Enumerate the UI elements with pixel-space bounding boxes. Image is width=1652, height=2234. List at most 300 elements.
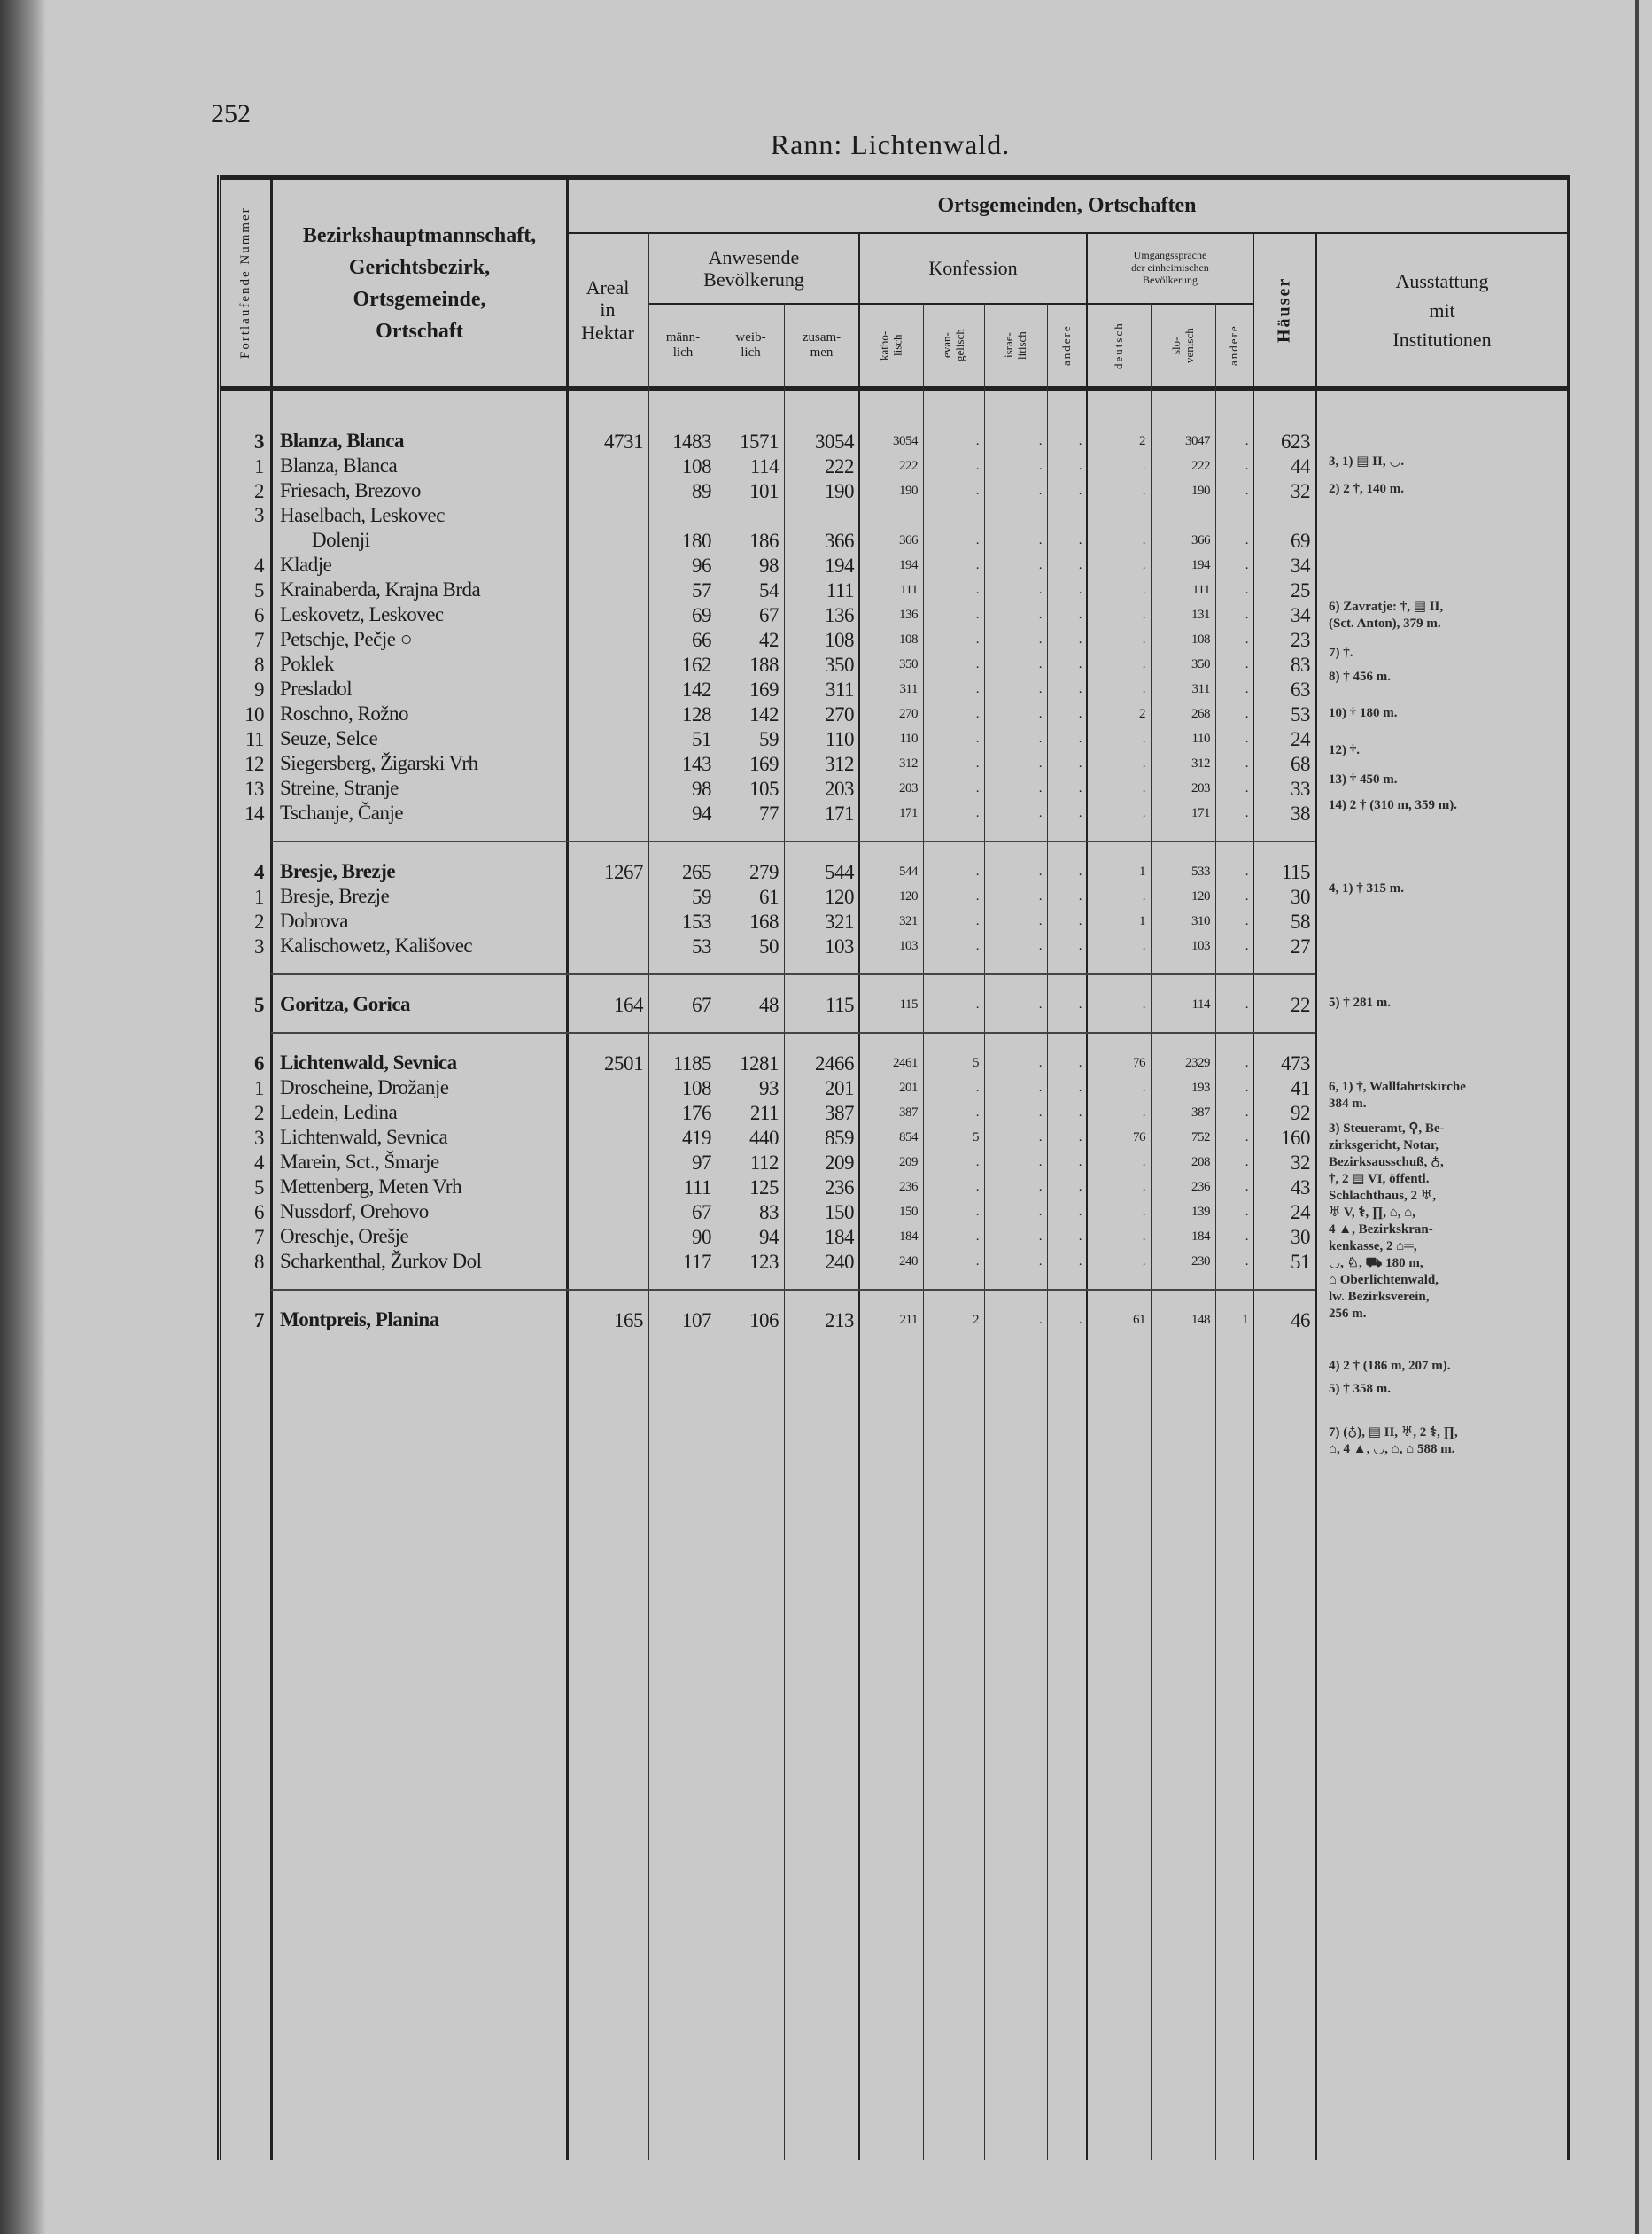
cell-evangelisch: .: [975, 459, 979, 473]
cell-nr: 13: [244, 778, 264, 800]
cell-deutsch: .: [1142, 997, 1145, 1012]
cell-zusammen: 222: [825, 455, 854, 477]
scan-edge: [0, 0, 46, 2234]
header-haeuser: Häuser: [1274, 276, 1294, 344]
cell-israelitisch: .: [1038, 1180, 1042, 1194]
cell-deutsch: .: [1142, 484, 1145, 498]
cell-weiblich: 169: [749, 753, 779, 775]
cell-slovenisch: 148: [1191, 1313, 1210, 1327]
cell-andere-sprache: .: [1245, 1254, 1248, 1268]
cell-israelitisch: .: [1038, 1105, 1042, 1120]
cell-deutsch: .: [1142, 732, 1145, 746]
cell-katholisch: 136: [899, 608, 918, 622]
cell-maennlich: 51: [692, 728, 711, 750]
cell-zusammen: 366: [825, 530, 854, 552]
cell-andere-konf: .: [1078, 781, 1082, 795]
cell-name: Bresje, Brezje: [280, 860, 396, 882]
page-title: Rann: Lichtenwald.: [770, 128, 1011, 160]
cell-name: Scharkenthal, Žurkov Dol: [280, 1250, 482, 1272]
cell-israelitisch: .: [1038, 781, 1042, 795]
header-nr: Fortlaufende Nummer: [237, 206, 252, 360]
cell-deutsch: 1: [1139, 865, 1145, 879]
cell-haeuser: 51: [1291, 1251, 1310, 1273]
cell-weiblich: 142: [749, 703, 779, 725]
group-separator: [221, 1017, 1567, 1051]
cell-katholisch: 544: [899, 865, 918, 879]
cell-israelitisch: .: [1038, 533, 1042, 547]
cell-andere-sprache: .: [1245, 1056, 1248, 1070]
cell-nr: 7: [254, 1309, 264, 1331]
cell-israelitisch: .: [1038, 1081, 1042, 1095]
cell-haeuser: 23: [1291, 629, 1310, 651]
cell-evangelisch: .: [975, 632, 979, 647]
cell-andere-sprache: .: [1245, 533, 1248, 547]
cell-name: Droscheine, Drožanje: [280, 1076, 449, 1098]
cell-israelitisch: .: [1038, 707, 1042, 721]
cell-name: Blanza, Blanca: [280, 454, 398, 477]
cell-slovenisch: 268: [1191, 707, 1210, 721]
cell-name: Bresje, Brezje: [280, 885, 390, 907]
cell-slovenisch: 120: [1191, 889, 1210, 904]
cell-andere-konf: .: [1078, 1205, 1082, 1219]
cell-slovenisch: 387: [1191, 1105, 1210, 1120]
cell-evangelisch: .: [975, 558, 979, 572]
cell-slovenisch: 236: [1191, 1180, 1210, 1194]
cell-katholisch: 312: [899, 756, 918, 771]
cell-haeuser: 24: [1291, 728, 1310, 750]
cell-areal: 164: [614, 994, 643, 1016]
cell-israelitisch: .: [1038, 997, 1042, 1012]
cell-andere-konf: .: [1078, 865, 1082, 879]
cell-andere-sprache: .: [1245, 781, 1248, 795]
cell-nr: 6: [254, 1052, 264, 1074]
cell-weiblich: 1571: [740, 431, 779, 453]
cell-zusammen: 201: [825, 1077, 854, 1099]
cell-nr: 3: [254, 504, 264, 526]
cell-maennlich: 176: [682, 1102, 711, 1124]
cell-haeuser: 34: [1291, 555, 1310, 577]
cell-haeuser: 41: [1291, 1077, 1310, 1099]
cell-nr: 9: [254, 679, 264, 701]
cell-deutsch: .: [1142, 1155, 1145, 1169]
cell-andere-konf: .: [1078, 889, 1082, 904]
cell-israelitisch: .: [1038, 1205, 1042, 1219]
cell-maennlich: 59: [692, 886, 711, 908]
cell-slovenisch: 194: [1191, 558, 1210, 572]
cell-israelitisch: .: [1038, 583, 1042, 597]
cell-zusammen: 194: [825, 555, 854, 577]
rule-header-bottom: [221, 386, 1567, 391]
cell-haeuser: 53: [1291, 703, 1310, 725]
header-slovenisch: slo- venisch: [1169, 328, 1196, 363]
cell-andere-konf: .: [1078, 806, 1082, 820]
cell-weiblich: 59: [759, 728, 779, 750]
cell-maennlich: 265: [682, 861, 711, 883]
cell-nr: 1: [254, 455, 264, 477]
cell-deutsch: .: [1142, 889, 1145, 904]
ortsgemeinde-row: [221, 429, 1567, 454]
cell-evangelisch: .: [975, 608, 979, 622]
cell-zusammen: 120: [825, 886, 854, 908]
cell-name: Lichtenwald, Sevnica: [280, 1126, 448, 1148]
name-line-continued: Dolenji: [312, 529, 370, 551]
cell-maennlich: 69: [692, 604, 711, 626]
cell-slovenisch: 111: [1192, 583, 1210, 597]
cell-evangelisch: .: [975, 997, 979, 1012]
cell-name: Kladje: [280, 554, 332, 576]
cell-name: Montpreis, Planina: [280, 1308, 439, 1330]
group-separator: [221, 958, 1567, 992]
cell-israelitisch: .: [1038, 914, 1042, 928]
header-bevoelkerung: Anwesende Bevölkerung: [703, 245, 804, 291]
cell-evangelisch: .: [975, 707, 979, 721]
cell-evangelisch: .: [975, 1205, 979, 1219]
cell-andere-konf: .: [1078, 558, 1082, 572]
cell-evangelisch: .: [975, 484, 979, 498]
cell-deutsch: 61: [1133, 1313, 1145, 1327]
ortschaft-row: [221, 909, 1567, 934]
cell-slovenisch: 190: [1191, 484, 1210, 498]
cell-weiblich: 114: [749, 455, 779, 477]
cell-katholisch: 103: [899, 939, 918, 953]
cell-deutsch: .: [1142, 583, 1145, 597]
institution-note: 7) (♁), ▤ II, ♅, 2 ⚕, ∏, ⌂, 4 ▲, ◡, ⌂, ⌂ 588 m.: [1329, 1425, 1458, 1456]
cell-katholisch: 350: [899, 657, 918, 671]
header-weiblich: weib- lich: [735, 330, 766, 360]
cell-haeuser: 44: [1291, 455, 1310, 477]
cell-israelitisch: .: [1038, 459, 1042, 473]
cell-katholisch: 110: [899, 732, 918, 746]
cell-nr: 8: [254, 654, 264, 676]
cell-areal: 165: [614, 1309, 643, 1331]
cell-andere-sprache: .: [1245, 459, 1248, 473]
cell-weiblich: 169: [749, 679, 779, 701]
institution-note: 4, 1) † 315 m.: [1329, 881, 1404, 896]
cell-haeuser: 38: [1291, 803, 1310, 825]
cell-haeuser: 58: [1291, 911, 1310, 933]
cell-andere-konf: .: [1078, 997, 1082, 1012]
cell-maennlich: 107: [682, 1309, 711, 1331]
cell-andere-sprache: .: [1245, 1229, 1248, 1244]
cell-deutsch: .: [1142, 781, 1145, 795]
cell-name: Siegersberg, Žigarski Vrh: [280, 752, 478, 774]
institution-note: 6, 1) †, Wallfahrtskirche 384 m.: [1329, 1080, 1466, 1111]
cell-zusammen: 240: [825, 1251, 854, 1273]
cell-andere-sprache: .: [1245, 558, 1248, 572]
cell-zusammen: 136: [825, 604, 854, 626]
cell-evangelisch: .: [975, 939, 979, 953]
cell-weiblich: 54: [759, 579, 779, 601]
cell-israelitisch: .: [1038, 806, 1042, 820]
cell-andere-konf: .: [1078, 707, 1082, 721]
cell-andere-konf: .: [1078, 732, 1082, 746]
cell-weiblich: 123: [749, 1251, 779, 1273]
cell-andere-konf: .: [1078, 459, 1082, 473]
institution-note: 4) 2 † (186 m, 207 m).: [1329, 1359, 1451, 1373]
cell-israelitisch: .: [1038, 1056, 1042, 1070]
cell-haeuser: 27: [1291, 935, 1310, 958]
cell-israelitisch: .: [1038, 657, 1042, 671]
cell-evangelisch: .: [975, 434, 979, 448]
cell-slovenisch: 208: [1191, 1155, 1210, 1169]
cell-katholisch: 366: [899, 533, 918, 547]
cell-israelitisch: .: [1038, 632, 1042, 647]
cell-deutsch: .: [1142, 1205, 1145, 1219]
cell-weiblich: 188: [749, 654, 779, 676]
cell-name: Krainaberda, Krajna Brda: [280, 578, 481, 601]
cell-zusammen: 2466: [815, 1052, 854, 1074]
cell-nr: 2: [254, 1102, 264, 1124]
cell-weiblich: 42: [759, 629, 779, 651]
cell-slovenisch: 131: [1191, 608, 1210, 622]
cell-deutsch: .: [1142, 657, 1145, 671]
cell-zusammen: 108: [825, 629, 854, 651]
cell-weiblich: 77: [759, 803, 779, 825]
cell-haeuser: 30: [1291, 1226, 1310, 1248]
cell-katholisch: 211: [899, 1313, 918, 1327]
cell-andere-sprache: .: [1245, 608, 1248, 622]
cell-nr: 5: [254, 579, 264, 601]
cell-andere-konf: .: [1078, 1130, 1082, 1144]
cell-weiblich: 125: [749, 1176, 779, 1198]
cell-nr: 5: [254, 994, 264, 1016]
cell-andere-sprache: .: [1245, 583, 1248, 597]
cell-name: Roschno, Rožno: [280, 702, 409, 725]
cell-name: Blanza, Blanca: [280, 430, 404, 452]
cell-evangelisch: .: [975, 889, 979, 904]
cell-nr: 12: [244, 753, 264, 775]
cell-zusammen: 184: [825, 1226, 854, 1248]
cell-deutsch: .: [1142, 939, 1145, 953]
cell-name: Friesach, Brezovo: [280, 479, 421, 501]
header-evangelisch: evan- gelisch: [940, 329, 966, 362]
cell-israelitisch: .: [1038, 1254, 1042, 1268]
cell-andere-sprache: .: [1245, 1205, 1248, 1219]
group-separator: [221, 826, 1567, 859]
cell-nr: 2: [254, 480, 264, 502]
cell-nr: 4: [254, 555, 264, 577]
cell-andere-sprache: .: [1245, 1180, 1248, 1194]
cell-haeuser: 22: [1291, 994, 1310, 1016]
cell-name: [271, 503, 567, 553]
cell-evangelisch: .: [975, 865, 979, 879]
cell-weiblich: 168: [749, 911, 779, 933]
cell-weiblich: 186: [749, 530, 779, 552]
cell-slovenisch: 193: [1191, 1081, 1210, 1095]
cell-evangelisch: .: [975, 914, 979, 928]
cell-evangelisch: .: [975, 583, 979, 597]
cell-weiblich: 211: [749, 1102, 779, 1124]
cell-maennlich: 419: [682, 1127, 711, 1149]
cell-zusammen: 350: [825, 654, 854, 676]
cell-weiblich: 98: [759, 555, 779, 577]
cell-haeuser: 83: [1291, 654, 1310, 676]
cell-slovenisch: 533: [1191, 865, 1210, 879]
cell-weiblich: 94: [759, 1226, 779, 1248]
cell-andere-konf: .: [1078, 632, 1082, 647]
cell-nr: 6: [254, 604, 264, 626]
cell-andere-konf: .: [1078, 939, 1082, 953]
header-areal: Areal in Hektar: [581, 276, 634, 344]
cell-andere-sprache: .: [1245, 632, 1248, 647]
cell-katholisch: 2461: [893, 1056, 918, 1070]
cell-andere-sprache: .: [1245, 914, 1248, 928]
cell-zusammen: 203: [825, 778, 854, 800]
cell-andere-konf: .: [1078, 1229, 1082, 1244]
cell-slovenisch: 108: [1191, 632, 1210, 647]
cell-evangelisch: .: [975, 657, 979, 671]
header-name: Bezirkshauptmannschaft, Gerichtsbezirk, Ortsgemeinde, Ortschaft: [302, 223, 537, 343]
cell-zusammen: 270: [825, 703, 854, 725]
cell-andere-konf: .: [1078, 608, 1082, 622]
cell-nr: 8: [254, 1251, 264, 1273]
cell-andere-sprache: .: [1245, 1130, 1248, 1144]
cell-zusammen: 213: [825, 1309, 854, 1331]
cell-katholisch: 203: [899, 781, 918, 795]
cell-evangelisch: 2: [973, 1313, 979, 1327]
cell-evangelisch: .: [975, 806, 979, 820]
cell-zusammen: 209: [825, 1152, 854, 1174]
cell-areal: 1267: [604, 861, 643, 883]
cell-zusammen: 236: [825, 1176, 854, 1198]
header-deutsch: deutsch: [1112, 322, 1126, 369]
cell-katholisch: 150: [899, 1205, 918, 1219]
cell-andere-konf: .: [1078, 583, 1082, 597]
cell-evangelisch: .: [975, 756, 979, 771]
cell-katholisch: 111: [900, 583, 918, 597]
cell-deutsch: .: [1142, 1229, 1145, 1244]
cell-weiblich: 101: [749, 480, 779, 502]
cell-maennlich: 97: [692, 1152, 711, 1174]
cell-andere-sprache: .: [1245, 889, 1248, 904]
cell-nr: 1: [254, 886, 264, 908]
cell-andere-sprache: .: [1245, 657, 1248, 671]
cell-name: Marein, Sct., Šmarje: [280, 1151, 439, 1173]
cell-deutsch: 2: [1139, 434, 1145, 448]
cell-slovenisch: 310: [1191, 914, 1210, 928]
cell-katholisch: 209: [899, 1155, 918, 1169]
cell-zusammen: 103: [825, 935, 854, 958]
cell-zusammen: 3054: [815, 431, 854, 453]
cell-katholisch: 108: [899, 632, 918, 647]
cell-weiblich: 93: [759, 1077, 779, 1099]
cell-haeuser: 34: [1291, 604, 1310, 626]
cell-slovenisch: 752: [1191, 1130, 1210, 1144]
cell-areal: 4731: [604, 431, 643, 453]
cell-slovenisch: 311: [1191, 682, 1210, 696]
cell-nr: 6: [254, 1201, 264, 1223]
institution-note: 10) † 180 m.: [1329, 706, 1398, 720]
cell-name: Petschje, Pečje ○: [280, 628, 413, 650]
cell-maennlich: 1483: [672, 431, 711, 453]
cell-haeuser: 32: [1291, 1152, 1310, 1174]
cell-slovenisch: 139: [1191, 1205, 1210, 1219]
institution-note: 3) Steueramt, ⚲, Be- zirksgericht, Notar, Bezirksausschuß, ♁, †, 2 ▤ VI, öffentl. Schlachthaus, 2 ♅, ♅ V, ⚕, ∏, ⌂, ⌂, 4 ▲, Bezirkskran- kenkasse, 2 ⌂═, ◡, ♘, ⛟ 180 m, ⌂ Oberlichtenwald, lw. Bezirksverein, 256 m.: [1329, 1121, 1445, 1321]
cell-slovenisch: 350: [1191, 657, 1210, 671]
institution-note: 3, 1) ▤ II, ◡.: [1329, 454, 1405, 469]
cell-israelitisch: .: [1038, 484, 1042, 498]
cell-maennlich: 153: [682, 911, 711, 933]
cell-andere-sprache: .: [1245, 682, 1248, 696]
cell-weiblich: 106: [749, 1309, 779, 1331]
cell-andere-konf: .: [1078, 1313, 1082, 1327]
institution-note: 12) †.: [1329, 743, 1360, 757]
cell-andere-konf: .: [1078, 1105, 1082, 1120]
cell-katholisch: 194: [899, 558, 918, 572]
institution-note: 13) † 450 m.: [1329, 772, 1398, 787]
cell-slovenisch: 203: [1191, 781, 1210, 795]
cell-weiblich: 105: [749, 778, 779, 800]
cell-andere-sprache: 1: [1242, 1313, 1248, 1327]
cell-andere-konf: .: [1078, 682, 1082, 696]
cell-zusammen: 387: [825, 1102, 854, 1124]
cell-slovenisch: 3047: [1185, 434, 1210, 448]
header-umgangssprache: Umgangssprache der einheimischen Bevölkerung: [1131, 249, 1209, 286]
cell-andere-konf: .: [1078, 1056, 1082, 1070]
cell-evangelisch: .: [975, 781, 979, 795]
cell-katholisch: 184: [899, 1229, 918, 1244]
cell-israelitisch: .: [1038, 756, 1042, 771]
cell-andere-sprache: .: [1245, 865, 1248, 879]
cell-deutsch: .: [1142, 806, 1145, 820]
cell-andere-sprache: .: [1245, 1081, 1248, 1095]
header-andere-konf: andere: [1059, 324, 1074, 367]
cell-nr: 4: [254, 1152, 264, 1174]
cell-haeuser: 92: [1291, 1102, 1310, 1124]
cell-name: Leskovetz, Leskovec: [280, 603, 444, 625]
cell-maennlich: 96: [692, 555, 711, 577]
cell-maennlich: 111: [683, 1176, 711, 1198]
cell-zusammen: 312: [825, 753, 854, 775]
cell-slovenisch: 110: [1191, 732, 1210, 746]
cell-maennlich: 66: [692, 629, 711, 651]
cell-deutsch: .: [1142, 558, 1145, 572]
cell-haeuser: 623: [1281, 431, 1310, 453]
header-zusammen: zusam- men: [802, 330, 842, 360]
cell-andere-konf: .: [1078, 484, 1082, 498]
cell-nr: 1: [254, 1077, 264, 1099]
cell-haeuser: 160: [1281, 1127, 1310, 1149]
ortsgemeinde-group: [221, 859, 1567, 958]
cell-maennlich: 108: [682, 455, 711, 477]
header-maennlich: männ- lich: [665, 330, 701, 360]
cell-katholisch: 190: [899, 484, 918, 498]
cell-katholisch: 240: [899, 1254, 918, 1268]
cell-evangelisch: .: [975, 533, 979, 547]
cell-deutsch: .: [1142, 1105, 1145, 1120]
cell-israelitisch: .: [1038, 1229, 1042, 1244]
cell-slovenisch: 366: [1191, 533, 1210, 547]
cell-name: Oreschje, Orešje: [280, 1225, 409, 1247]
cell-maennlich: 67: [692, 1201, 711, 1223]
cell-deutsch: 76: [1133, 1130, 1145, 1144]
cell-andere-sprache: .: [1245, 707, 1248, 721]
cell-haeuser: 69: [1291, 530, 1310, 552]
institution-note: 8) † 456 m.: [1329, 670, 1391, 684]
cell-name: Presladol: [280, 678, 353, 700]
cell-weiblich: 1281: [740, 1052, 779, 1074]
cell-andere-sprache: .: [1245, 434, 1248, 448]
cell-zusammen: 311: [825, 679, 854, 701]
cell-zusammen: 111: [826, 579, 854, 601]
cell-maennlich: 57: [692, 579, 711, 601]
cell-israelitisch: .: [1038, 865, 1042, 879]
cell-andere-sprache: .: [1245, 1155, 1248, 1169]
cell-andere-konf: .: [1078, 1254, 1082, 1268]
cell-israelitisch: .: [1038, 434, 1042, 448]
cell-deutsch: 1: [1139, 914, 1145, 928]
cell-haeuser: 43: [1291, 1176, 1310, 1198]
